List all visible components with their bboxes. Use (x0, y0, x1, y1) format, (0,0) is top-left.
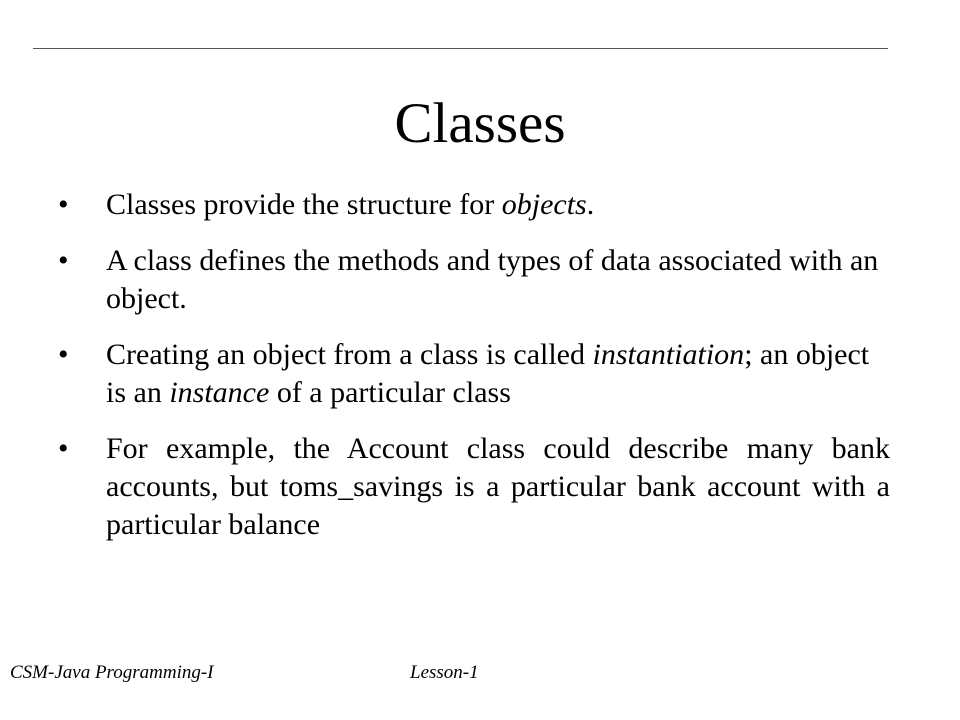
bullet-text-part: of a particular class (269, 376, 511, 409)
bullet-text-part: For example, the Account class could describe many bank accounts, but toms_savings is a particular bank account with a particular balance (106, 432, 890, 541)
bullet-text-part: Classes provide the structure for (106, 188, 502, 221)
bullet-text-emphasis: instantiation (592, 338, 745, 371)
bullet-text-part: ; an object is an (106, 338, 870, 409)
bullet-text (106, 336, 890, 412)
bullet-icon: • (58, 432, 69, 465)
bullet-item (58, 242, 890, 318)
bullet-icon: • (58, 244, 69, 277)
bullet-text (106, 430, 890, 544)
bullet-item (58, 336, 890, 412)
bullet-icon: • (58, 338, 69, 371)
slide-title: Classes (394, 92, 566, 155)
top-divider-line (33, 48, 888, 49)
bullet-text-part: . (586, 188, 595, 221)
bullet-icon: • (58, 188, 69, 221)
bullet-item (58, 186, 890, 224)
footer-lesson-label: Lesson-1 (410, 662, 479, 683)
bullet-text-part: Creating an object from a class is called (106, 338, 593, 371)
bullet-list (58, 186, 890, 562)
footer-course-name: CSM-Java Programming-I (10, 662, 214, 683)
bullet-text (106, 186, 890, 224)
bullet-text-part: A class defines the methods and types of data associated with an object. (106, 244, 879, 315)
bullet-text-emphasis: objects (501, 188, 587, 221)
bullet-item (58, 430, 890, 544)
bullet-text (106, 242, 890, 318)
bullet-text-emphasis: instance (169, 376, 270, 409)
